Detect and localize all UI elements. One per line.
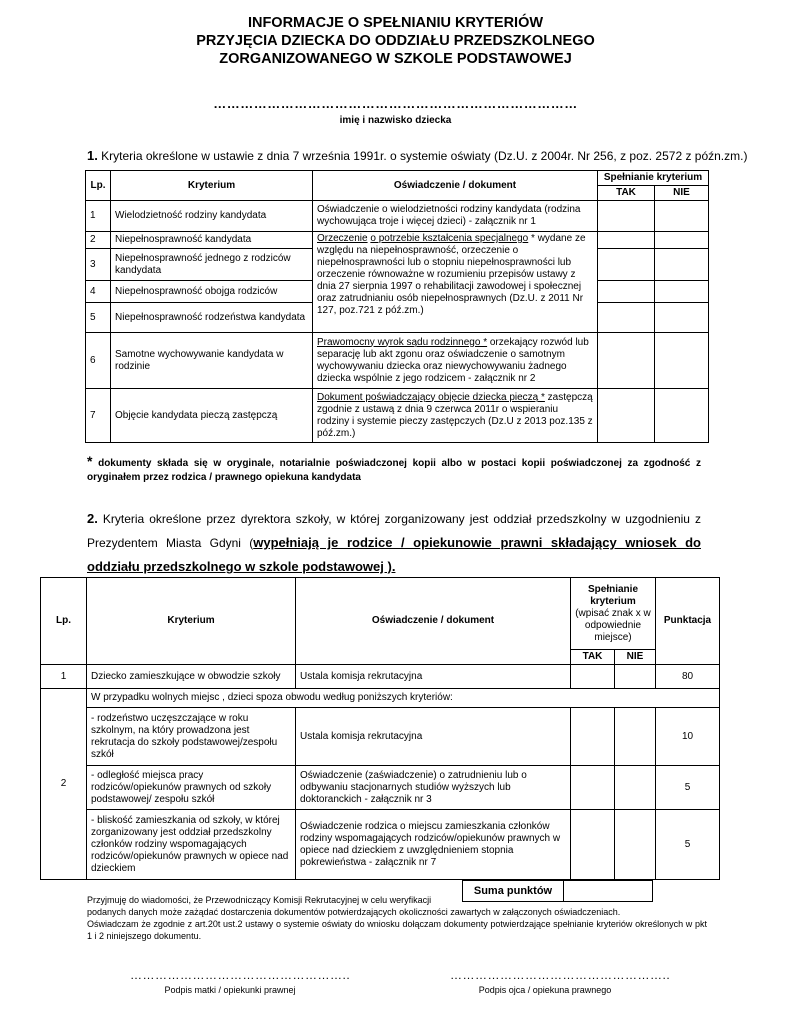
- s1-row2-kryterium: Niepełnosprawność kandydata: [111, 232, 313, 249]
- signature-right-field[interactable]: ……………………………………………..: [450, 968, 671, 982]
- s1-doc6-text: orzekający rozwód lub separację lub akt zgonu oraz oświadczenie o samotnym wychowywaniu dziecka oraz niewychowywaniu żadnego dziecka wspólnie z jego rodzicem - załącznik nr 2: [317, 336, 589, 384]
- s1-row4-tak-cell[interactable]: [598, 281, 655, 303]
- section1-number: 1.: [87, 148, 98, 163]
- s2-sub2-nie-cell[interactable]: [615, 766, 656, 810]
- s1-header-spelnianie: Spełnianie kryterium: [598, 171, 709, 186]
- s2-header-oswiadczenie: Oświadczenie / dokument: [296, 578, 571, 665]
- s2-sub1-dokument: Ustala komisja rekrutacyjna: [296, 708, 571, 766]
- section2-number: 2.: [87, 511, 98, 526]
- signature-right-label: Podpis ojca / opiekuna prawnego: [478, 985, 612, 995]
- s1-header-tak: TAK: [598, 186, 655, 201]
- s2-sub2-kryterium: - odległość miejsca pracy rodziców/opiekunów prawnych od szkoły podstawowej/ zespołu szkół: [87, 766, 296, 810]
- s1-row7-dokument: [313, 389, 598, 443]
- s2-row1-tak-cell[interactable]: [571, 665, 615, 689]
- s1-row4-lp: 4: [86, 281, 111, 303]
- s2-row1-nie-cell[interactable]: [615, 665, 656, 689]
- table-row: [41, 689, 720, 708]
- s2-sub2-punkty: 5: [656, 766, 720, 810]
- table-row: [86, 201, 709, 232]
- s2-sub3-nie-cell[interactable]: [615, 810, 656, 880]
- footer-line-3: Oświadczam że zgodnie z art.20t ust.2 ustawy o systemie oświaty do wniosku dołączam dokumenty potwierdzające spełnianie kryteriów określonych w pkt 1 i 2 niniejszego dokumentu.: [87, 919, 707, 941]
- s1-row1-nie-cell[interactable]: [655, 201, 709, 232]
- table-row: [41, 665, 720, 689]
- s1-doc2-underline1: Orzeczenie: [317, 233, 368, 244]
- title-line-3: ZORGANIZOWANEGO W SZKOLE PODSTAWOWEJ: [219, 51, 572, 67]
- s1-row5-tak-cell[interactable]: [598, 303, 655, 333]
- s1-row2-lp: 2: [86, 232, 111, 249]
- title-line-1: INFORMACJE O SPEŁNIANIU KRYTERIÓW: [247, 15, 544, 31]
- table-row: [41, 766, 720, 810]
- table-row: [86, 333, 709, 389]
- s1-header-oswiadczenie: Oświadczenie / dokument: [313, 171, 598, 201]
- signature-left-label: Podpis matki / opiekunki prawnej: [164, 985, 296, 995]
- note-text: dokumenty składa się w oryginale, notarialnie poświadczonej kopii albo w postaci kopii poświadczonej za zgodność z oryginałem przez rodzica / prawnego opiekuna kandydata: [87, 458, 701, 483]
- table-row: [41, 708, 720, 766]
- table-row: [86, 389, 709, 443]
- table-row: [41, 810, 720, 880]
- s2-row1-punkty: 80: [656, 665, 720, 689]
- s2-header-spelnianie-title: Spełnianie kryterium: [587, 583, 638, 607]
- s2-row2-lp: 2: [41, 689, 87, 880]
- s1-row7-nie-cell[interactable]: [655, 389, 709, 443]
- s1-row1-kryterium: Wielodzietność rodziny kandydata: [111, 201, 313, 232]
- s1-doc2-text: * wydane ze względu na niepełnosprawność, orzeczenie o niepełnosprawności lub o stopniu niepełnosprawności lub orzeczenie równoważne w rozumieniu przepisów ustawy z dnia 27 sierpnia 1997 o rehabilitacji zawodowej i społecznej oraz zatrudnianiu osób niepełnosprawnych (Dz.U. z 2011 Nr 127, poz.721 z póź.zm.): [317, 233, 586, 316]
- s1-row5-lp: 5: [86, 303, 111, 333]
- s2-sub3-tak-cell[interactable]: [571, 810, 615, 880]
- s2-sub2-dokument: Oświadczenie (zaświadczenie) o zatrudnieniu lub o odbywaniu stacjonarnych studiów wyższych lub doktoranckich - załącznik nr 3: [296, 766, 571, 810]
- s1-row3-nie-cell[interactable]: [655, 249, 709, 281]
- child-name-field[interactable]: ………………………………………………………………………: [213, 96, 578, 111]
- s2-row1-dokument: Ustala komisja rekrutacyjna: [296, 665, 571, 689]
- s1-row3-tak-cell[interactable]: [598, 249, 655, 281]
- section1-text: Kryteria określone w ustawie z dnia 7 września 1991r. o systemie oświaty (Dz.U. z 2004r. Nr 256, z poz. 2572 z późn.zm.): [97, 149, 748, 163]
- signature-left-field[interactable]: ……………………………………………..: [130, 968, 351, 982]
- s1-row3-kryterium: Niepełnosprawność jednego z rodziców kandydata: [111, 249, 313, 281]
- s1-row7-kryterium: Objęcie kandydata pieczą zastępczą: [111, 389, 313, 443]
- s2-row1-lp: 1: [41, 665, 87, 689]
- s1-row5-nie-cell[interactable]: [655, 303, 709, 333]
- s2-sub2-tak-cell[interactable]: [571, 766, 615, 810]
- s2-sub3-dokument: Oświadczenie rodzica o miejscu zamieszkania członków rodziny wspomagających rodziców/opiekunów prawnych w opiece nad dzieckiem z uwzględnieniem stopnia pokrewieństwa - załącznik nr 7: [296, 810, 571, 880]
- section2-intro: [87, 507, 701, 579]
- s1-doc7-text: zastępczą zgodnie z ustawą z dnia 9 czerwca 2011r o wspieraniu rodziny i systemie pieczy zastępczych (Dz.U z 2013 poz.135 z póź.zm.): [317, 391, 593, 439]
- s1-header-nie: NIE: [655, 186, 709, 201]
- s1-row5-kryterium: Niepełnosprawność rodzeństwa kandydata: [111, 303, 313, 333]
- s1-row2-tak-cell[interactable]: [598, 232, 655, 249]
- s1-row6-nie-cell[interactable]: [655, 333, 709, 389]
- s1-row7-lp: 7: [86, 389, 111, 443]
- section2-bold-text: wypełniają je rodzice / opiekunowie prawni składający wniosek do oddziału przedszkolnego w szkole podstawowej ).: [87, 535, 701, 574]
- s1-row2-nie-cell[interactable]: [655, 232, 709, 249]
- s2-row2-intro: W przypadku wolnych miejsc , dzieci spoza obwodu według poniższych kryteriów:: [87, 689, 720, 708]
- s1-doc7-underline: Dokument poświadczający objęcie dziecka pieczą *: [317, 391, 545, 403]
- footer-line-2: podanych danych może zażądać dostarczenia dokumentów potwierdzających okoliczności zawartych w załączonych oświadczeniach.: [87, 907, 621, 917]
- s1-doc2-underline2: o potrzebie kształcenia specjalnego: [370, 233, 529, 244]
- s1-doc6-underline: Prawomocny wyrok sądu rodzinnego *: [317, 336, 488, 348]
- footer-text: [87, 894, 707, 942]
- s1-row7-tak-cell[interactable]: [598, 389, 655, 443]
- s1-row6-kryterium: Samotne wychowywanie kandydata w rodzinie: [111, 333, 313, 389]
- s2-header-kryterium: Kryterium: [87, 578, 296, 665]
- s2-sub1-tak-cell[interactable]: [571, 708, 615, 766]
- s2-sub1-kryterium: - rodzeństwo uczęszczające w roku szkolnym, na który prowadzona jest rekrutacja do szkoły podstawowej/zespołu szkół: [87, 708, 296, 766]
- child-name-label: imię i nazwisko dziecka: [339, 115, 452, 126]
- s1-row6-tak-cell[interactable]: [598, 333, 655, 389]
- title-line-2: PRZYJĘCIA DZIECKA DO ODDZIAŁU PRZEDSZKOLNEGO: [196, 33, 595, 49]
- s2-sub3-kryterium: - bliskość zamieszkania od szkoły, w której zorganizowany jest oddział przedszkolny członków rodziny wspomagających rodziców/opiekunów prawnych w opiece nad dzieckiem: [87, 810, 296, 880]
- sum-points-label: Suma punktów: [463, 881, 564, 901]
- s2-header-nie: NIE: [615, 650, 656, 665]
- s1-row6-dokument: [313, 333, 598, 389]
- section2-text: Kryteria określone przez dyrektora szkoły, w której zorganizowany jest oddział przedszkolny w uzgodnieniu z Prezydentem Miasta Gdyni (: [87, 512, 701, 550]
- document-title: [0, 14, 791, 68]
- section1-note: [87, 454, 701, 485]
- s2-sub3-punkty: 5: [656, 810, 720, 880]
- s2-header-spelnianie: [571, 578, 656, 650]
- s1-row4-nie-cell[interactable]: [655, 281, 709, 303]
- s2-header-lp: Lp.: [41, 578, 87, 665]
- s1-row3-lp: 3: [86, 249, 111, 281]
- section1-intro: [87, 148, 747, 163]
- s2-sub1-nie-cell[interactable]: [615, 708, 656, 766]
- s2-header-punktacja: Punktacja: [656, 578, 720, 665]
- s2-header-spelnianie-note: (wpisać znak x w odpowiednie miejsce): [575, 607, 651, 643]
- note-star: *: [87, 453, 93, 469]
- s1-header-kryterium: Kryterium: [111, 171, 313, 201]
- s2-header-tak: TAK: [571, 650, 615, 665]
- s1-row1-lp: 1: [86, 201, 111, 232]
- s1-row1-dokument: Oświadczenie o wielodzietności rodziny kandydata (rodzina wychowująca troje i więcej dzieci) - załącznik nr 1: [313, 201, 598, 232]
- section1-table: [85, 170, 709, 443]
- s1-rows2-5-dokument: [313, 232, 598, 333]
- section2-table: [40, 577, 720, 880]
- s1-row6-lp: 6: [86, 333, 111, 389]
- s2-sub1-punkty: 10: [656, 708, 720, 766]
- s1-row1-tak-cell[interactable]: [598, 201, 655, 232]
- footer-line-1: Przyjmuję do wiadomości, że Przewodniczący Komisji Rekrutacyjnej w celu weryfikacji: [87, 895, 432, 905]
- table-row: [86, 232, 709, 249]
- s1-row4-kryterium: Niepełnosprawność obojga rodziców: [111, 281, 313, 303]
- s1-header-lp: Lp.: [86, 171, 111, 201]
- s2-row1-kryterium: Dziecko zamieszkujące w obwodzie szkoły: [87, 665, 296, 689]
